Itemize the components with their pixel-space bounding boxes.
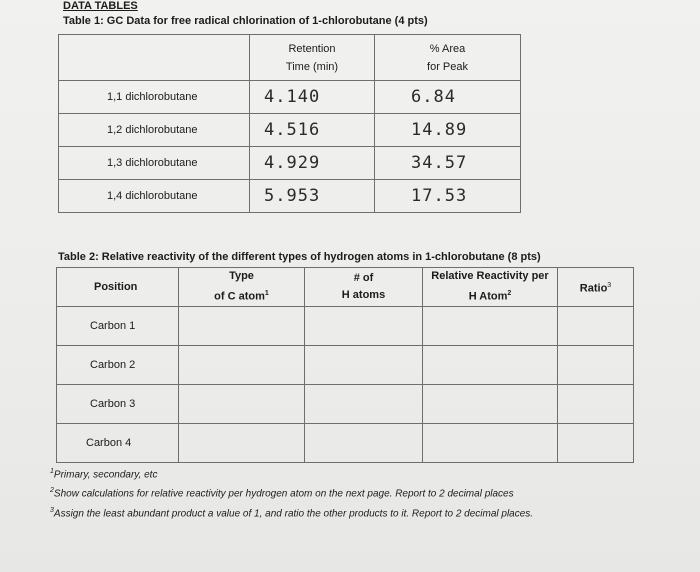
table-header-row [59,35,521,81]
percent-area-value[interactable]: 6.84 [375,81,521,114]
table-row [59,81,521,114]
table1-caption: Table 1: GC Data for free radical chlorination of 1-chlorobutane (4 pts) [63,15,428,27]
h-atoms-cell[interactable] [305,307,423,346]
percent-area-header [375,35,521,81]
compound-label: 1,2 dichlorobutane [59,114,250,147]
position-label: Carbon 2 [57,346,179,385]
compound-label: 1,3 dichlorobutane [59,147,250,180]
relative-reactivity-header [423,268,558,307]
relative-reactivity-cell[interactable] [423,385,558,424]
table-row [59,147,521,180]
position-label: Carbon 4 [57,424,179,463]
h-atoms-cell[interactable] [305,424,423,463]
carbon-type-cell[interactable] [179,346,305,385]
footnote-2-text: Show calculations for relative reactivity per hydrogen atom on the next page. Report to 2 decimal places [53,488,514,500]
relative-reactivity-cell[interactable] [423,424,558,463]
h-atoms-header [305,268,423,307]
table-row [57,385,634,424]
h-header-line2: H atoms [341,289,386,301]
table-row [59,114,521,147]
compound-label: 1,4 dichlorobutane [59,180,250,213]
ratio-cell[interactable] [558,346,634,385]
ratio-header-label: Ratio [579,282,608,295]
carbon-type-header [179,268,305,307]
footnote-mark-1: 1 [264,290,269,298]
ratio-cell[interactable] [558,307,634,346]
retention-time-value[interactable]: 4.140 [250,81,375,114]
footnote-3-mark: 3 [50,506,54,514]
rr-header-line2: H Atom [468,290,508,303]
percent-area-value[interactable]: 34.57 [375,147,521,180]
section-title: DATA TABLES [63,0,138,12]
table2-caption: Table 2: Relative reactivity of the different types of hydrogen atoms in 1-chlorobutane (8 pts) [58,251,541,263]
carbon-type-cell[interactable] [179,424,305,463]
position-label: Carbon 1 [57,307,179,346]
area-header-line2: for Peak [427,60,468,73]
footnote-mark-2: 2 [507,290,512,298]
carbon-type-cell[interactable] [179,307,305,346]
ratio-cell[interactable] [558,385,634,424]
ratio-header [558,268,634,307]
h-header-line1: # of [353,272,374,284]
rr-header-line1: Relative Reactivity per [431,270,549,283]
table-header-row [57,268,634,307]
blank-header-cell [59,35,250,81]
relative-reactivity-cell[interactable] [423,307,558,346]
position-label: Carbon 3 [57,385,179,424]
footnote-2 [50,483,533,502]
carbon-type-cell[interactable] [179,385,305,424]
footnote-3-text: Assign the least abundant product a value of 1, and ratio the other products to it. Report to 2 decimal places. [53,507,534,519]
retention-time-value[interactable]: 5.953 [250,180,375,213]
table-row [57,346,634,385]
table-row [59,180,521,213]
table-row [57,424,634,463]
retention-time-value[interactable]: 4.516 [250,114,375,147]
retention-header-line1: Retention [288,42,336,55]
retention-time-value[interactable]: 4.929 [250,147,375,180]
type-header-line2: of C atom [214,290,265,303]
footnote-1-text: Primary, secondary, etc [53,469,158,481]
relative-reactivity-table [56,267,634,463]
compound-label: 1,1 dichlorobutane [59,81,250,114]
relative-reactivity-cell[interactable] [423,346,558,385]
percent-area-value[interactable]: 17.53 [375,180,521,213]
position-header: Position [57,268,179,307]
footnote-1-mark: 1 [50,468,54,475]
footnote-2-mark: 2 [50,487,54,495]
footnote-1 [50,464,533,483]
gc-data-table [58,34,521,213]
type-header-line1: Type [229,270,254,283]
retention-header-line2: Time (min) [285,60,339,73]
h-atoms-cell[interactable] [305,385,423,424]
area-header-line1: % Area [429,42,466,55]
footnotes [50,464,533,522]
table-row [57,307,634,346]
percent-area-value[interactable]: 14.89 [375,114,521,147]
ratio-cell[interactable] [558,424,634,463]
footnote-mark-3: 3 [607,281,612,289]
h-atoms-cell[interactable] [305,346,423,385]
retention-time-header [250,35,375,81]
footnote-3 [50,503,533,522]
